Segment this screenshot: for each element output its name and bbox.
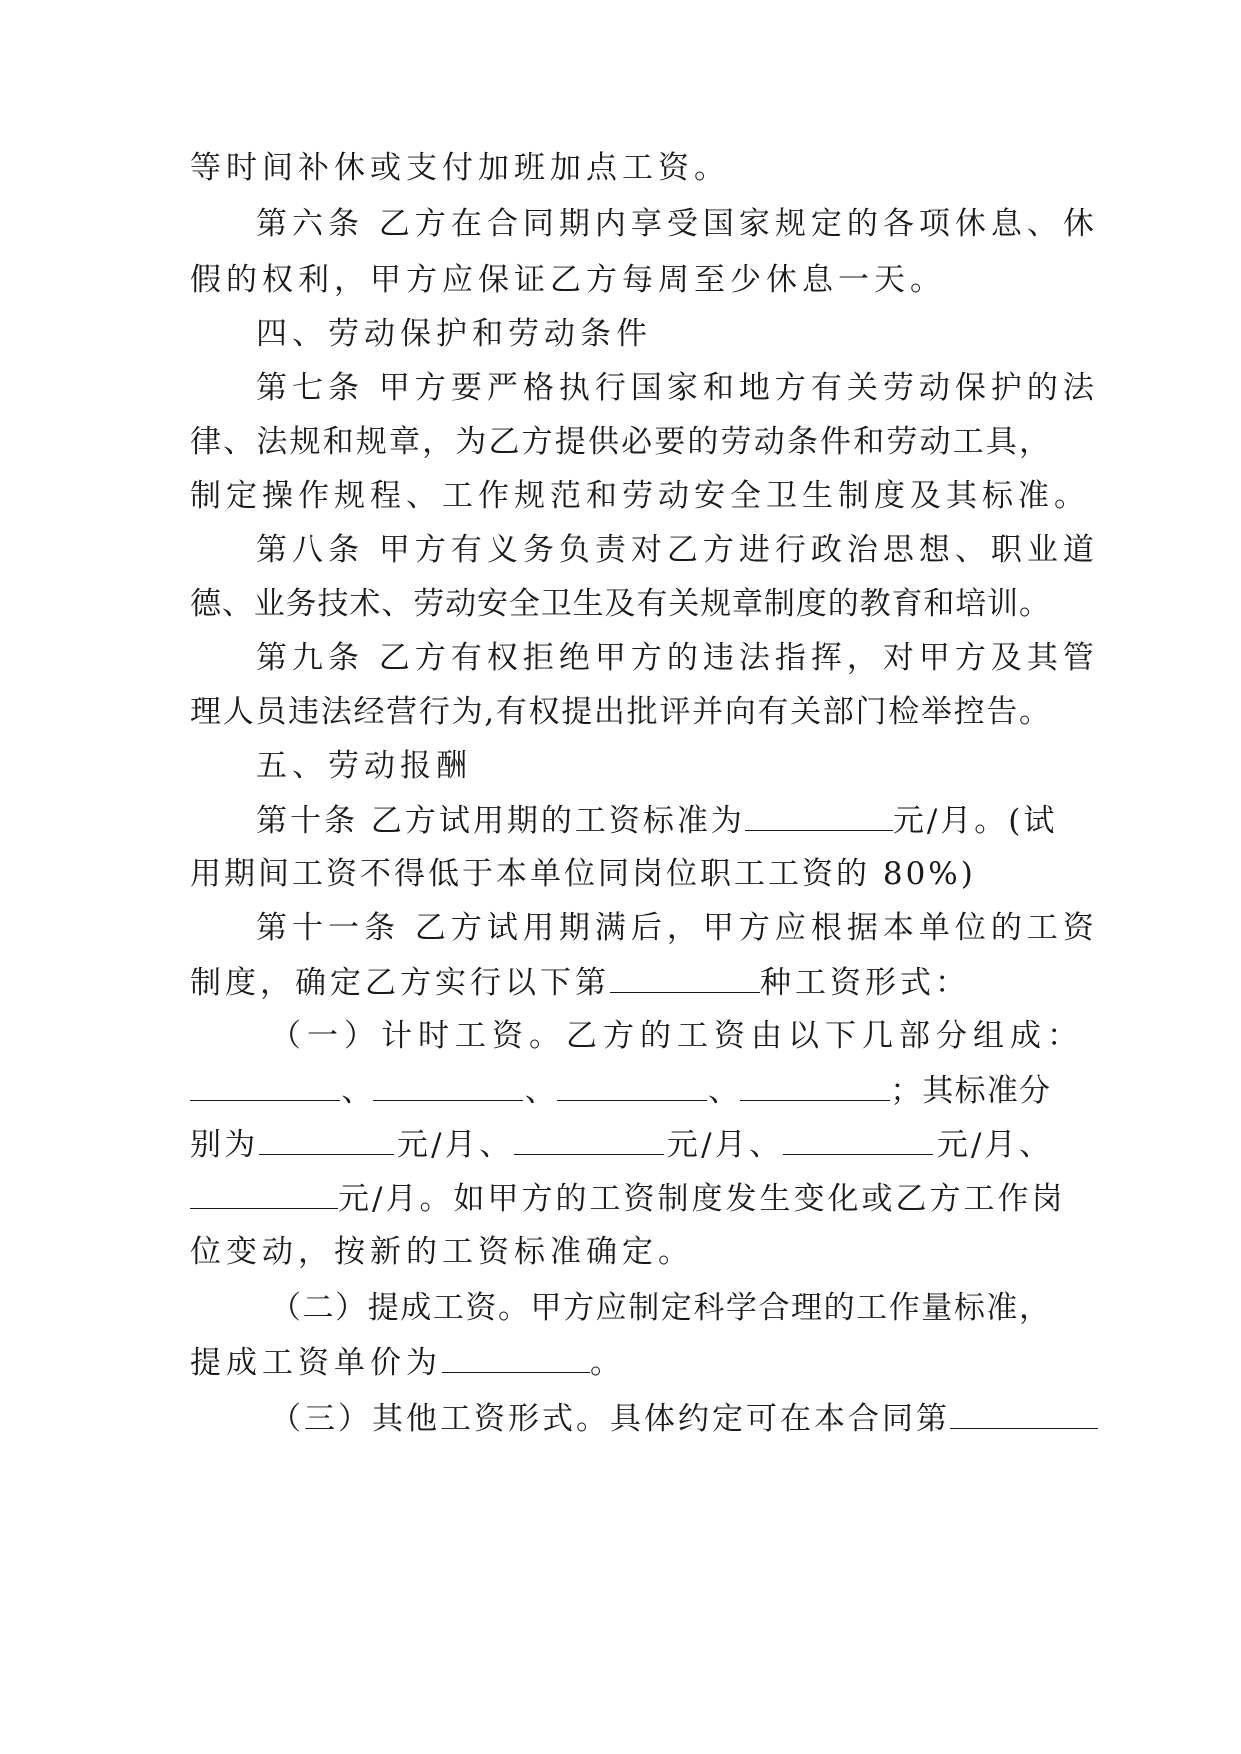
article-11-line-2 <box>190 958 1050 1006</box>
article-6-line-1: 第六条 乙方在合同期内享受国家规定的各项休息、休 <box>256 206 1099 242</box>
section-heading-labor-protection: 四、劳动保护和劳动条件 <box>256 316 652 352</box>
article-11-tail: 种工资形式： <box>760 965 970 1001</box>
article-10-unit: 元/月。(试 <box>892 803 1058 839</box>
standard-4-blank[interactable] <box>190 1174 338 1209</box>
article-7-line-1: 第七条 甲方要严格执行国家和地方有关劳动保护的法 <box>256 370 1099 406</box>
article-6-line-2: 假的权利，甲方应保证乙方每周至少休息一天。 <box>190 262 946 298</box>
commission-wage-line-2: 提成工资单价为 。 <box>190 1338 1050 1386</box>
standard-1-blank[interactable] <box>259 1120 394 1155</box>
article-9-line-1: 第九条 乙方有权拒绝甲方的违法指挥，对甲方及其管 <box>256 640 1099 676</box>
article-10-line-2: 用期间工资不得低于本单位同岗位职工工资的 80%) <box>190 856 976 892</box>
commission-wage-line-1: （二）提成工资。甲方应制定科学合理的工作量标准， <box>270 1290 1050 1326</box>
standard-3-blank[interactable] <box>783 1120 933 1155</box>
article-11-text: 制度，确定乙方实行以下第 <box>190 965 610 1001</box>
article-7-line-2: 律、法规和规章，为乙方提供必要的劳动条件和劳动工具， <box>190 424 1050 460</box>
hourly-wage-line-1: （一）计时工资。乙方的工资由以下几部分组成： <box>270 1018 1084 1054</box>
hourly-wage-line-5: 位变动，按新的工资标准确定。 <box>190 1234 694 1270</box>
text-line: 等时间补休或支付加班加点工资。 <box>190 150 730 186</box>
article-10-text: 第十条 乙方试用期的工资标准为 <box>256 803 745 839</box>
wage-component-2-blank[interactable] <box>373 1066 523 1101</box>
section-heading-remuneration: 五、劳动报酬 <box>256 748 472 784</box>
wage-form-blank[interactable] <box>610 958 760 993</box>
other-wage-line-1: （三）其他工资形式。具体约定可在本合同第 <box>270 1394 1050 1442</box>
article-7-line-3: 制定操作规程、工作规范和劳动安全卫生制度及其标准。 <box>190 478 1090 514</box>
article-9-line-2: 理人员违法经营行为,有权提出批评并向有关部门检举控告。 <box>190 694 1050 730</box>
hourly-wage-standards-line: 别为 元/月、 元/月、 元/月、 <box>190 1120 1050 1168</box>
other-wage-article-blank[interactable] <box>950 1394 1098 1429</box>
trial-salary-blank[interactable] <box>745 796 893 831</box>
hourly-wage-line-4: 元/月。如甲方的工资制度发生变化或乙方工作岗 <box>190 1174 1050 1222</box>
article-8-line-2: 德、业务技术、劳动安全卫生及有关规章制度的教育和培训。 <box>190 586 1050 622</box>
wage-component-3-blank[interactable] <box>557 1066 707 1101</box>
article-8-line-1: 第八条 甲方有义务负责对乙方进行政治思想、职业道 <box>256 532 1099 568</box>
article-11-line-1: 第十一条 乙方试用期满后，甲方应根据本单位的工资 <box>256 910 1099 946</box>
hourly-wage-components-line: 、 、 、 ；其标准分 <box>190 1066 1050 1114</box>
article-10-line-1 <box>256 796 1058 844</box>
wage-component-4-blank[interactable] <box>740 1066 890 1101</box>
commission-unit-price-blank[interactable] <box>442 1338 590 1373</box>
wage-component-1-blank[interactable] <box>190 1066 340 1101</box>
standard-2-blank[interactable] <box>514 1120 664 1155</box>
